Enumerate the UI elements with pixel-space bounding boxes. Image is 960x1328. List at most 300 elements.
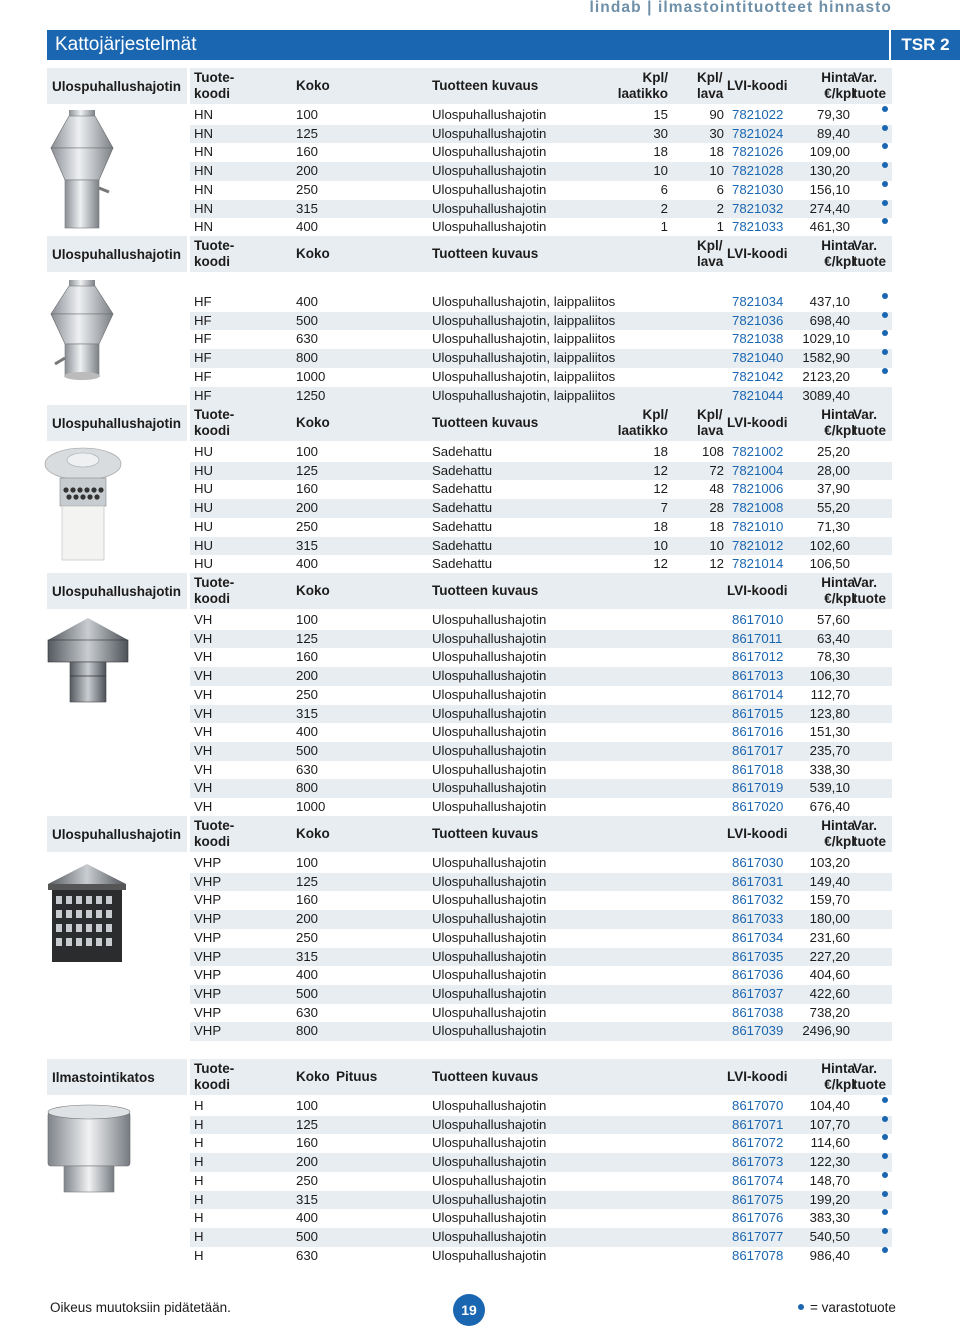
- cell-code: H: [194, 1247, 204, 1263]
- cell-price: 89,40: [816, 125, 850, 141]
- cell-lvi: 8617010: [732, 612, 784, 627]
- cell-lvi: 7821036: [732, 312, 784, 328]
- cell-desc: Ulospuhallushajotin: [432, 985, 547, 1001]
- col-lvi-header: LVI-koodi: [727, 78, 788, 93]
- cell-desc: Sadehattu: [432, 462, 493, 478]
- cell-code: VH: [194, 705, 213, 721]
- table-row: [190, 891, 892, 910]
- table-row: [190, 1097, 892, 1116]
- stock-dot-icon: [882, 1172, 888, 1178]
- hu-product-image: [42, 444, 124, 562]
- cell-price: 79,30: [816, 107, 850, 122]
- cell-desc: Ulospuhallushajotin: [432, 1023, 547, 1039]
- cell-code: VH: [194, 630, 213, 646]
- cell-pallet: 72: [709, 462, 724, 478]
- table-row: [190, 1022, 892, 1041]
- cell-size: 125: [296, 1116, 319, 1132]
- cell-box: 1: [660, 219, 668, 235]
- col-price-header: Hinta €/kpl: [821, 407, 855, 438]
- cell-lvi: 7821034: [732, 294, 784, 309]
- cell-desc: Ulospuhallushajotin, laippaliitos: [432, 350, 616, 366]
- cell-lvi: 8617038: [732, 1004, 784, 1020]
- cell-lvi: 7821004: [732, 462, 784, 478]
- cell-lvi: 7821038: [732, 331, 784, 347]
- cell-code: VH: [194, 761, 213, 777]
- col-length-header: Pituus: [336, 1069, 378, 1084]
- cell-code: H: [194, 1228, 204, 1244]
- cell-price: 338,30: [809, 761, 850, 777]
- section-badge: TSR 2: [891, 30, 960, 60]
- cell-desc: Ulospuhallushajotin: [432, 1210, 547, 1226]
- table-row: [190, 686, 892, 705]
- stock-dot-icon: [882, 1097, 888, 1103]
- cell-size: 100: [296, 855, 319, 870]
- cell-box: 10: [653, 537, 668, 553]
- cell-lvi: 7821012: [732, 537, 784, 553]
- cell-price: 1582,90: [802, 350, 850, 366]
- col-var-header: Var. tuote: [853, 70, 886, 101]
- brand-header: lindab | ilmastointituotteet hinnasto: [589, 0, 892, 16]
- cell-code: H: [194, 1116, 204, 1132]
- cell-desc: Ulospuhallushajotin: [432, 612, 547, 627]
- cell-pallet: 90: [709, 107, 724, 122]
- table-row: [190, 330, 892, 349]
- cell-code: HU: [194, 556, 214, 572]
- table-header: [190, 236, 892, 272]
- cell-pallet: 18: [709, 144, 724, 160]
- cell-desc: Ulospuhallushajotin: [432, 911, 547, 927]
- cell-lvi: 7821010: [732, 518, 784, 534]
- table-row: [190, 1004, 892, 1023]
- section-label: Ulospuhallushajotin: [47, 816, 187, 852]
- cell-lvi: 8617012: [732, 649, 784, 665]
- cell-code: VHP: [194, 1004, 222, 1020]
- stock-dot-icon: [882, 106, 888, 112]
- cell-code: VHP: [194, 948, 222, 964]
- cell-size: 200: [296, 1154, 319, 1170]
- cell-code: H: [194, 1135, 204, 1151]
- cell-pallet: 2: [716, 200, 724, 216]
- cell-size: 100: [296, 107, 319, 122]
- cell-price: 37,90: [816, 481, 850, 497]
- table-row: [190, 162, 892, 181]
- col-code-header: Tuote- koodi: [194, 575, 235, 606]
- stock-dot-icon: [882, 293, 888, 299]
- col-size-header: Koko: [296, 415, 330, 430]
- cell-lvi: 8617036: [732, 967, 784, 983]
- cell-code: VHP: [194, 967, 222, 983]
- cell-box: 12: [653, 462, 668, 478]
- cell-desc: Ulospuhallushajotin: [432, 948, 547, 964]
- cell-box: 18: [653, 444, 668, 459]
- table-row: [190, 723, 892, 742]
- cell-size: 250: [296, 518, 319, 534]
- col-price-header: Hinta €/kpl: [821, 575, 855, 606]
- table-row: [190, 1228, 892, 1247]
- cell-price: 156,10: [809, 181, 850, 197]
- stock-dot-icon: [882, 218, 888, 224]
- cell-lvi: 8617039: [732, 1023, 784, 1039]
- cell-desc: Sadehattu: [432, 500, 493, 516]
- table-row: [190, 1134, 892, 1153]
- table-row: [190, 948, 892, 967]
- vh-product-image: [44, 614, 132, 704]
- stock-dot-icon: [882, 1247, 888, 1253]
- cell-code: HU: [194, 462, 214, 478]
- cell-code: HF: [194, 294, 212, 309]
- cell-desc: Ulospuhallushajotin: [432, 163, 547, 179]
- col-code-header: Tuote- koodi: [194, 70, 235, 101]
- cell-code: VHP: [194, 873, 222, 889]
- cell-size: 800: [296, 350, 319, 366]
- cell-price: 71,30: [816, 518, 850, 534]
- cell-price: 540,50: [809, 1228, 850, 1244]
- col-desc-header: Tuotteen kuvaus: [432, 415, 539, 430]
- table-row: [190, 966, 892, 985]
- cell-lvi: 7821002: [732, 444, 784, 459]
- cell-pallet: 18: [709, 518, 724, 534]
- cell-size: 630: [296, 331, 319, 347]
- cell-code: HN: [194, 144, 214, 160]
- stock-dot-icon: [882, 143, 888, 149]
- cell-lvi: 7821042: [732, 368, 784, 384]
- section-label: Ulospuhallushajotin: [47, 405, 187, 441]
- stock-dot-icon: [798, 1304, 804, 1310]
- cell-code: HF: [194, 312, 212, 328]
- col-lvi-header: LVI-koodi: [727, 826, 788, 841]
- cell-desc: Ulospuhallushajotin, laippaliitos: [432, 294, 616, 309]
- cell-code: HU: [194, 444, 214, 459]
- cell-desc: Ulospuhallushajotin, laippaliitos: [432, 368, 616, 384]
- cell-lvi: 8617031: [732, 873, 784, 889]
- cell-lvi: 8617017: [732, 742, 784, 758]
- cell-code: VHP: [194, 892, 222, 908]
- cell-size: 500: [296, 985, 319, 1001]
- cell-size: 160: [296, 892, 319, 908]
- table-row: [190, 1116, 892, 1135]
- cell-code: HN: [194, 200, 214, 216]
- col-box-header: Kpl/ laatikko: [617, 407, 668, 438]
- col-pallet-header: Kpl/ lava: [697, 70, 724, 101]
- cell-desc: Ulospuhallushajotin: [432, 686, 547, 702]
- table-row: [190, 499, 892, 518]
- cell-lvi: 8617037: [732, 985, 784, 1001]
- hf-product-image: [47, 278, 117, 382]
- cell-lvi: 8617013: [732, 668, 784, 684]
- cell-pallet: 6: [716, 181, 724, 197]
- cell-price: 437,10: [809, 294, 850, 309]
- cell-size: 315: [296, 200, 319, 216]
- stock-dot-icon: [882, 349, 888, 355]
- cell-price: 2496,90: [802, 1023, 850, 1039]
- col-desc-header: Tuotteen kuvaus: [432, 583, 539, 598]
- cell-desc: Ulospuhallushajotin: [432, 1098, 547, 1113]
- table-row: [190, 443, 892, 462]
- cell-price: 1029,10: [802, 331, 850, 347]
- cell-pallet: 30: [709, 125, 724, 141]
- col-lvi-header: LVI-koodi: [727, 415, 788, 430]
- table-row: [190, 537, 892, 556]
- table-row: [190, 312, 892, 331]
- cell-price: 102,60: [809, 537, 850, 553]
- cell-lvi: 8617078: [732, 1247, 784, 1263]
- cell-desc: Ulospuhallushajotin: [432, 181, 547, 197]
- section-label: Ilmastointikatos: [47, 1059, 187, 1095]
- cell-lvi: 7821014: [732, 556, 784, 572]
- cell-pallet: 28: [709, 500, 724, 516]
- cell-desc: Sadehattu: [432, 444, 493, 459]
- cell-desc: Ulospuhallushajotin: [432, 1135, 547, 1151]
- cell-desc: Ulospuhallushajotin, laippaliitos: [432, 312, 616, 328]
- cell-code: HF: [194, 350, 212, 366]
- cell-lvi: 7821008: [732, 500, 784, 516]
- stock-dot-icon: [882, 200, 888, 206]
- cell-size: 200: [296, 500, 319, 516]
- cell-price: 57,60: [816, 612, 850, 627]
- cell-code: HN: [194, 125, 214, 141]
- cell-desc: Sadehattu: [432, 518, 493, 534]
- col-lvi-header: LVI-koodi: [727, 1069, 788, 1084]
- col-lvi-header: LVI-koodi: [727, 246, 788, 261]
- cell-desc: Ulospuhallushajotin: [432, 724, 547, 740]
- cell-code: H: [194, 1191, 204, 1207]
- cell-price: 109,00: [809, 144, 850, 160]
- table-row: [190, 798, 892, 817]
- cell-size: 125: [296, 462, 319, 478]
- cell-price: 104,40: [809, 1098, 850, 1113]
- cell-size: 500: [296, 1228, 319, 1244]
- cell-size: 400: [296, 219, 319, 235]
- cell-price: 114,60: [810, 1135, 850, 1151]
- cell-lvi: 8617073: [732, 1154, 784, 1170]
- cell-lvi: 8617070: [732, 1098, 784, 1113]
- cell-price: 55,20: [816, 500, 850, 516]
- cell-desc: Ulospuhallushajotin: [432, 929, 547, 945]
- cell-lvi: 8617076: [732, 1210, 784, 1226]
- col-price-header: Hinta €/kpl: [821, 70, 855, 101]
- cell-price: 106,50: [809, 556, 850, 572]
- cell-desc: Ulospuhallushajotin: [432, 1228, 547, 1244]
- cell-lvi: 8617019: [732, 780, 784, 796]
- stock-dot-icon: [882, 368, 888, 374]
- cell-code: VH: [194, 724, 213, 740]
- table-row: [190, 1191, 892, 1210]
- cell-lvi: 7821030: [732, 181, 784, 197]
- cell-lvi: 8617077: [732, 1228, 784, 1244]
- table-row: [190, 181, 892, 200]
- footer-note: Oikeus muutoksiin pidätetään.: [50, 1300, 231, 1315]
- cell-code: VH: [194, 649, 213, 665]
- cell-box: 10: [653, 163, 668, 179]
- col-code-header: Tuote- koodi: [194, 238, 235, 269]
- cell-size: 400: [296, 556, 319, 572]
- table-row: [190, 462, 892, 481]
- cell-lvi: 8617072: [732, 1135, 784, 1151]
- cell-code: HU: [194, 518, 214, 534]
- cell-size: 630: [296, 1004, 319, 1020]
- table-row: [190, 518, 892, 537]
- cell-desc: Ulospuhallushajotin: [432, 967, 547, 983]
- cell-lvi: 7821032: [732, 200, 784, 216]
- cell-desc: Ulospuhallushajotin: [432, 742, 547, 758]
- cell-size: 800: [296, 780, 319, 796]
- table-row: [190, 630, 892, 649]
- cell-price: 148,70: [809, 1172, 850, 1188]
- table-row: [190, 929, 892, 948]
- page-number: 19: [453, 1294, 485, 1326]
- cell-size: 400: [296, 724, 319, 740]
- table-header: [190, 405, 892, 441]
- cell-desc: Ulospuhallushajotin: [432, 107, 547, 122]
- cell-lvi: 8617016: [732, 724, 784, 740]
- cell-code: H: [194, 1210, 204, 1226]
- table-row: [190, 218, 892, 237]
- cell-price: 227,20: [809, 948, 850, 964]
- col-desc-header: Tuotteen kuvaus: [432, 826, 539, 841]
- col-price-header: Hinta €/kpl: [821, 238, 855, 269]
- cell-lvi: 8617075: [732, 1191, 784, 1207]
- table-row: [190, 293, 892, 312]
- cell-size: 500: [296, 312, 319, 328]
- cell-code: HF: [194, 387, 212, 403]
- table-row: [190, 143, 892, 162]
- cell-code: HN: [194, 219, 214, 235]
- cell-price: 122,30: [809, 1154, 850, 1170]
- cell-lvi: 7821028: [732, 163, 784, 179]
- cell-size: 250: [296, 181, 319, 197]
- table-row: [190, 125, 892, 144]
- cell-box: 2: [660, 200, 668, 216]
- col-var-header: Var. tuote: [853, 575, 886, 606]
- cell-desc: Ulospuhallushajotin: [432, 125, 547, 141]
- cell-box: 15: [653, 107, 668, 122]
- table-row: [190, 1209, 892, 1228]
- cell-desc: Ulospuhallushajotin: [432, 873, 547, 889]
- col-box-header: Kpl/ laatikko: [617, 70, 668, 101]
- cell-lvi: 7821022: [732, 107, 784, 122]
- table-row: [190, 705, 892, 724]
- cell-price: 422,60: [809, 985, 850, 1001]
- cell-price: 986,40: [809, 1247, 850, 1263]
- cell-lvi: 8617074: [732, 1172, 784, 1188]
- table-header: [190, 816, 892, 852]
- cell-price: 2123,20: [802, 368, 850, 384]
- table-row: [190, 761, 892, 780]
- cell-size: 500: [296, 742, 319, 758]
- cell-price: 28,00: [816, 462, 850, 478]
- cell-price: 107,70: [809, 1116, 850, 1132]
- cell-box: 12: [653, 556, 668, 572]
- cell-price: 159,70: [809, 892, 850, 908]
- cell-code: H: [194, 1154, 204, 1170]
- cell-code: H: [194, 1098, 204, 1113]
- cell-desc: Ulospuhallushajotin: [432, 855, 547, 870]
- cell-size: 200: [296, 163, 319, 179]
- cell-desc: Sadehattu: [432, 481, 493, 497]
- table-row: [190, 368, 892, 387]
- cell-desc: Ulospuhallushajotin: [432, 630, 547, 646]
- cell-code: HF: [194, 368, 212, 384]
- cell-size: 630: [296, 1247, 319, 1263]
- cell-price: 103,20: [809, 855, 850, 870]
- cell-size: 250: [296, 929, 319, 945]
- col-code-header: Tuote- koodi: [194, 1061, 235, 1092]
- cell-price: 149,40: [809, 873, 850, 889]
- cell-lvi: 7821040: [732, 350, 784, 366]
- cell-price: 78,30: [816, 649, 850, 665]
- cell-size: 315: [296, 1191, 319, 1207]
- cell-price: 461,30: [809, 219, 850, 235]
- cell-desc: Ulospuhallushajotin: [432, 144, 547, 160]
- cell-code: VHP: [194, 985, 222, 1001]
- col-desc-header: Tuotteen kuvaus: [432, 1069, 539, 1084]
- cell-desc: Ulospuhallushajotin: [432, 1247, 547, 1263]
- page-title: Kattojärjestelmät: [47, 30, 889, 60]
- cell-code: VH: [194, 612, 213, 627]
- cell-desc: Ulospuhallushajotin: [432, 761, 547, 777]
- cell-size: 160: [296, 144, 319, 160]
- cell-price: 698,40: [809, 312, 850, 328]
- cell-desc: Ulospuhallushajotin: [432, 1154, 547, 1170]
- cell-size: 630: [296, 761, 319, 777]
- cell-price: 235,70: [809, 742, 850, 758]
- cell-desc: Ulospuhallushajotin: [432, 780, 547, 796]
- table-header: [190, 573, 892, 609]
- cell-code: HN: [194, 163, 214, 179]
- table-row: [190, 873, 892, 892]
- cell-lvi: 7821044: [732, 387, 784, 403]
- stock-dot-icon: [882, 1228, 888, 1234]
- table-row: [190, 555, 892, 574]
- table-header: [190, 68, 892, 104]
- table-row: [190, 1172, 892, 1191]
- cell-size: 400: [296, 1210, 319, 1226]
- table-row: [190, 648, 892, 667]
- cell-code: VH: [194, 742, 213, 758]
- cell-size: 100: [296, 612, 319, 627]
- cell-desc: Ulospuhallushajotin: [432, 1172, 547, 1188]
- cell-price: 106,30: [809, 668, 850, 684]
- hn-product-image: [47, 108, 117, 230]
- cell-lvi: 8617071: [732, 1116, 784, 1132]
- table-row: [190, 611, 892, 630]
- cell-price: 404,60: [809, 967, 850, 983]
- cell-desc: Ulospuhallushajotin, laippaliitos: [432, 331, 616, 347]
- cell-price: 112,70: [810, 686, 850, 702]
- cell-size: 1000: [296, 799, 326, 814]
- cell-code: HU: [194, 481, 214, 497]
- cell-lvi: 7821026: [732, 144, 784, 160]
- cell-box: 30: [653, 125, 668, 141]
- cell-size: 250: [296, 686, 319, 702]
- cell-desc: Ulospuhallushajotin: [432, 649, 547, 665]
- cell-box: 6: [660, 181, 668, 197]
- cell-price: 199,20: [809, 1191, 850, 1207]
- cell-code: HN: [194, 107, 214, 122]
- cell-size: 315: [296, 948, 319, 964]
- cell-price: 130,20: [809, 163, 850, 179]
- cell-price: 151,30: [809, 724, 850, 740]
- col-pallet-header: Kpl/ lava: [697, 407, 724, 438]
- stock-dot-icon: [882, 312, 888, 318]
- col-desc-header: Tuotteen kuvaus: [432, 78, 539, 93]
- cell-code: VH: [194, 686, 213, 702]
- col-var-header: Var. tuote: [853, 407, 886, 438]
- cell-price: 539,10: [809, 780, 850, 796]
- cell-desc: Sadehattu: [432, 537, 493, 553]
- cell-pallet: 10: [709, 163, 724, 179]
- col-code-header: Tuote- koodi: [194, 818, 235, 849]
